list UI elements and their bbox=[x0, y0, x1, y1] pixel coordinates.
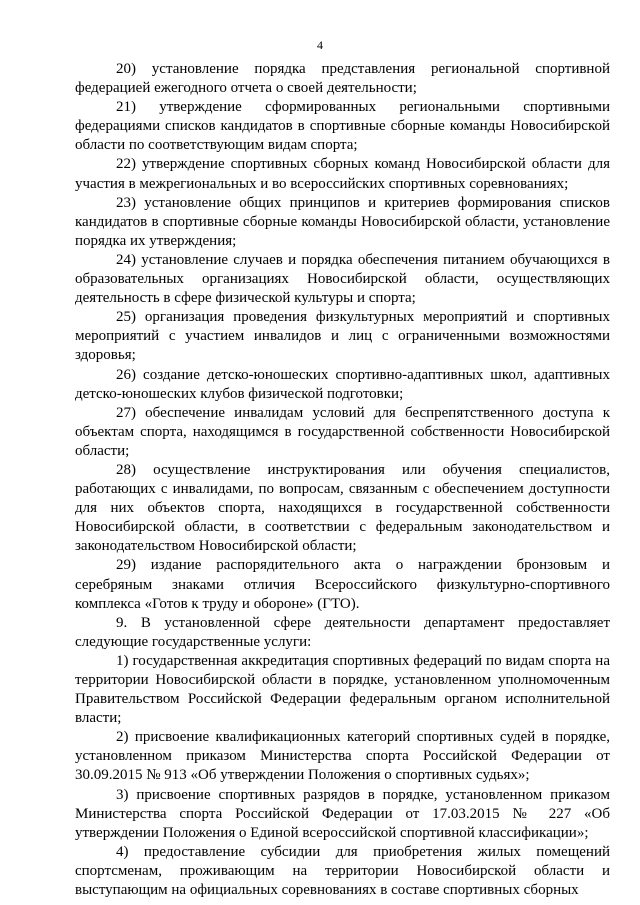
paragraph-item-21: 21) утверждение сформированных региональными спортивными федерациями списков кандидатов в спортивные сборные команды Новосибирской области по соответствующим видам спорта; bbox=[75, 99, 610, 154]
service-item-1: 1) государственная аккредитация спортивных федераций по видам спорта на территории Новосибирской области в порядке, установленном уполномоченным Правительством Российской Федерации федеральным органом исполнительной власти; bbox=[75, 652, 610, 727]
service-item-2: 2) присвоение квалификационных категорий спортивных судей в порядке, установленном приказом Министерства спорта Российской Федерации от 30.09.2015 № 913 «Об утверждении Положения о спортивных судьях»; bbox=[75, 729, 610, 784]
paragraph-item-23: 23) установление общих принципов и критериев формирования списков кандидатов в спортивные сборные команды Новосибирской области, установление порядка их утверждения; bbox=[75, 194, 610, 249]
paragraph-item-25: 25) организация проведения физкультурных мероприятий и спортивных мероприятий с участием инвалидов и лиц с ограниченными возможностями здоровья; bbox=[75, 309, 610, 364]
paragraph-item-24: 24) установление случаев и порядка обеспечения питанием обучающихся в образовательных организациях Новосибирской области, осуществляющих деятельность в сфере физической культуры и спорта; bbox=[75, 251, 610, 307]
paragraph-item-29: 29) издание распорядительного акта о награждении бронзовым и серебряным знаками отличия Всероссийского физкультурно-спортивного комплекса «Готов к труду и обороне» (ГТО). bbox=[75, 557, 610, 612]
paragraph-item-26: 26) создание детско-юношеских спортивно-адаптивных школ, адаптивных детско-юношеских клубов физической подготовки; bbox=[75, 366, 610, 402]
service-item-4: 4) предоставление субсидии для приобретения жилых помещений спортсменам, проживающим на территории Новосибирской области и выступающим на официальных соревнованиях в составе спортивных сборных bbox=[75, 843, 610, 899]
page-number: 4 bbox=[317, 38, 323, 52]
paragraph-item-28: 28) осуществление инструктирования или обучения специалистов, работающих с инвалидами, по вопросам, связанным с обеспечением доступности для них объектов спорта, находящихся в государственной собственности Новосибирской области, в соответствии с федеральным законодательством и законодательством Новосибирской области; bbox=[75, 461, 610, 555]
paragraph-item-20: 20) установление порядка представления региональной спортивной федерацией ежегодного отчета о своей деятельности; bbox=[75, 61, 610, 97]
paragraph-item-27: 27) обеспечение инвалидам условий для беспрепятственного доступа к объектам спорта, находящимся в государственной собственности Новосибирской области; bbox=[75, 404, 610, 459]
service-item-3: 3) присвоение спортивных разрядов в порядке, установленном приказом Министерства спорта Российской Федерации от 17.03.2015 № 227 «Об утверждении Положения о Единой всероссийской спортивной классификации»; bbox=[75, 786, 610, 841]
document-body bbox=[75, 60, 610, 900]
paragraph-item-22: 22) утверждение спортивных сборных команд Новосибирской области для участия в межрегиональных и во всероссийских спортивных соревнованиях; bbox=[75, 156, 610, 192]
section-9-intro: 9. В установленной сфере деятельности департамент предоставляет следующие государственные услуги: bbox=[75, 614, 610, 650]
